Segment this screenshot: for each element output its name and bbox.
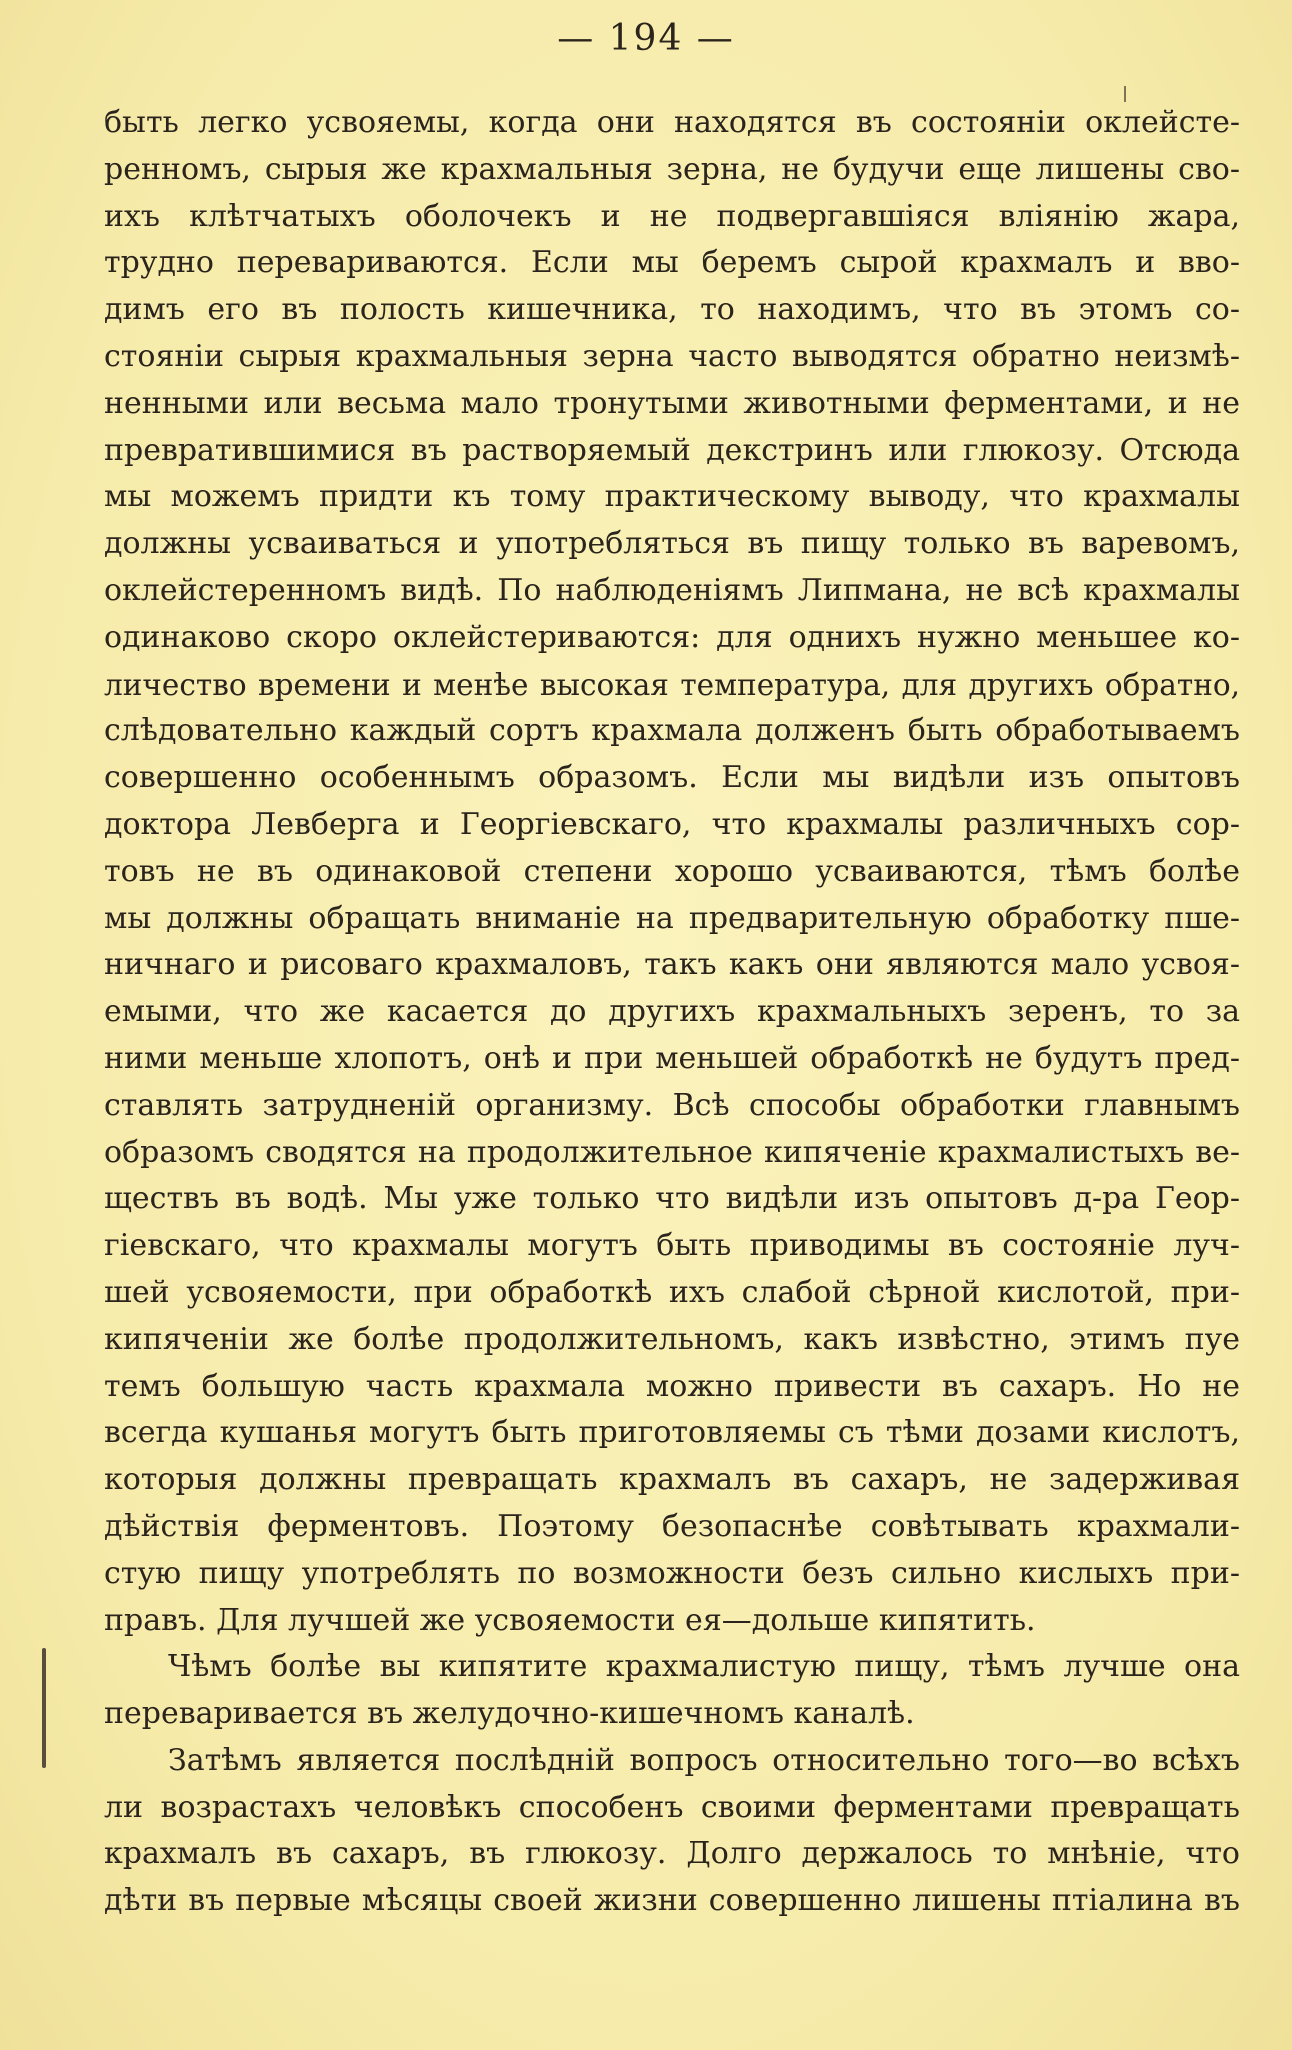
text-line: кипяченiи же болѣе продолжительномъ, какъ извѣстно, этимъ пуе <box>104 1321 1240 1357</box>
text-line: мы должны обращать вниманiе на предварительную обработку пше- <box>104 900 1240 936</box>
text-line: ихъ клѣтчатыхъ оболочекъ и не подвергавшiяся влiянiю жара, <box>104 198 1240 234</box>
text-line: одинаково скоро оклейстериваются: для однихъ нужно меньшее ко- <box>104 619 1240 655</box>
text-line: ществъ въ водѣ. Мы уже только что видѣли изъ опытовъ д-ра Геор- <box>104 1181 1240 1217</box>
text-line: ними меньше хлопотъ, онѣ и при меньшей обработкѣ не будутъ пред- <box>104 1040 1240 1076</box>
page-number: — 194 — <box>557 18 735 59</box>
text-line: личество времени и менѣе высокая температура, для другихъ обратно, <box>104 667 1240 702</box>
text-line: трудно перевариваются. Если мы беремъ сырой крахмалъ и вво- <box>104 245 1240 281</box>
text-line: превратившимися въ растворяемый декстринъ или глюкозу. Отсюда <box>104 432 1240 468</box>
text-line: доктора Левберга и Георгiевскаго, что крахмалы различныхъ сор- <box>104 806 1240 842</box>
margin-bracket <box>42 1648 46 1768</box>
text-line: слѣдовательно каждый сортъ крахмала долженъ быть обработываемъ <box>104 713 1240 749</box>
text-line: Чѣмъ болѣе вы кипятите крахмалистую пищу, тѣмъ лучше она <box>168 1649 1240 1685</box>
text-line: образомъ сводятся на продолжительное кипяченiе крахмалистыхъ ве- <box>104 1134 1240 1170</box>
text-line: ли возрастахъ человѣкъ способенъ своими ферментами превращать <box>104 1789 1240 1825</box>
text-line: ненными или весьма мало тронутыми животными ферментами, и не <box>104 385 1240 421</box>
text-line: Затѣмъ является послѣднiй вопросъ относительно того—во всѣхъ <box>168 1742 1240 1778</box>
text-line: емыми, что же касается до другихъ крахмальныхъ зеренъ, то за <box>104 994 1240 1030</box>
text-line: оклейстеренномъ видѣ. По наблюденiямъ Липмана, не всѣ крахмалы <box>104 572 1240 608</box>
text-line: гiевскаго, что крахмалы могутъ быть приводимы въ состоянiе луч- <box>104 1228 1240 1264</box>
text-line: темъ большую часть крахмала можно привести въ сахаръ. Но не <box>104 1368 1240 1404</box>
text-line: ничнаго и рисоваго крахмаловъ, такъ какъ они являются мало усвоя- <box>104 947 1240 983</box>
text-line: стую пищу употреблять по возможности безъ сильно кислыхъ при- <box>104 1555 1240 1591</box>
text-line: должны усваиваться и употребляться въ пищу только въ варевомъ, <box>104 526 1240 562</box>
body-text <box>104 100 1240 1925</box>
text-line: мы можемъ придти къ тому практическому выводу, что крахмалы <box>104 479 1240 515</box>
text-line: товъ не въ одинаковой степени хорошо усваиваются, тѣмъ болѣе <box>104 853 1240 889</box>
text-line: переваривается въ желудочно-кишечномъ каналѣ. <box>104 1696 915 1732</box>
text-line: дѣйствiя ферментовъ. Поэтому безопаснѣе совѣтывать крахмали- <box>104 1508 1240 1544</box>
text-line: стоянiи сырыя крахмальныя зерна часто выводятся обратно неизмѣ- <box>104 338 1240 374</box>
text-line: правъ. Для лучшей же усвояемости ея—дольше кипятить. <box>104 1602 1036 1638</box>
text-line: дѣти въ первые мѣсяцы своей жизни совершенно лишены птiалина въ <box>104 1883 1240 1919</box>
text-line: димъ его въ полость кишечника, то находимъ, что въ этомъ со- <box>104 292 1240 328</box>
text-line: которыя должны превращать крахмалъ въ сахаръ, не задерживая <box>104 1462 1240 1498</box>
text-line: крахмалъ въ сахаръ, въ глюкозу. Долго держалось то мнѣнiе, что <box>104 1836 1240 1872</box>
text-line: быть легко усвояемы, когда они находятся въ состоянiи оклейсте- <box>104 105 1240 140</box>
text-line: совершенно особеннымъ образомъ. Если мы видѣли изъ опытовъ <box>104 760 1240 796</box>
text-line: ставлять затрудненiй организму. Всѣ способы обработки главнымъ <box>104 1087 1240 1123</box>
text-line: ренномъ, сырыя же крахмальныя зерна, не будучи еще лишены сво- <box>104 151 1240 187</box>
text-line: всегда кушанья могутъ быть приготовляемы съ тѣми дозами кислотъ, <box>104 1415 1240 1451</box>
text-line: шей усвояемости, при обработкѣ ихъ слабой сѣрной кислотой, при- <box>104 1274 1240 1310</box>
